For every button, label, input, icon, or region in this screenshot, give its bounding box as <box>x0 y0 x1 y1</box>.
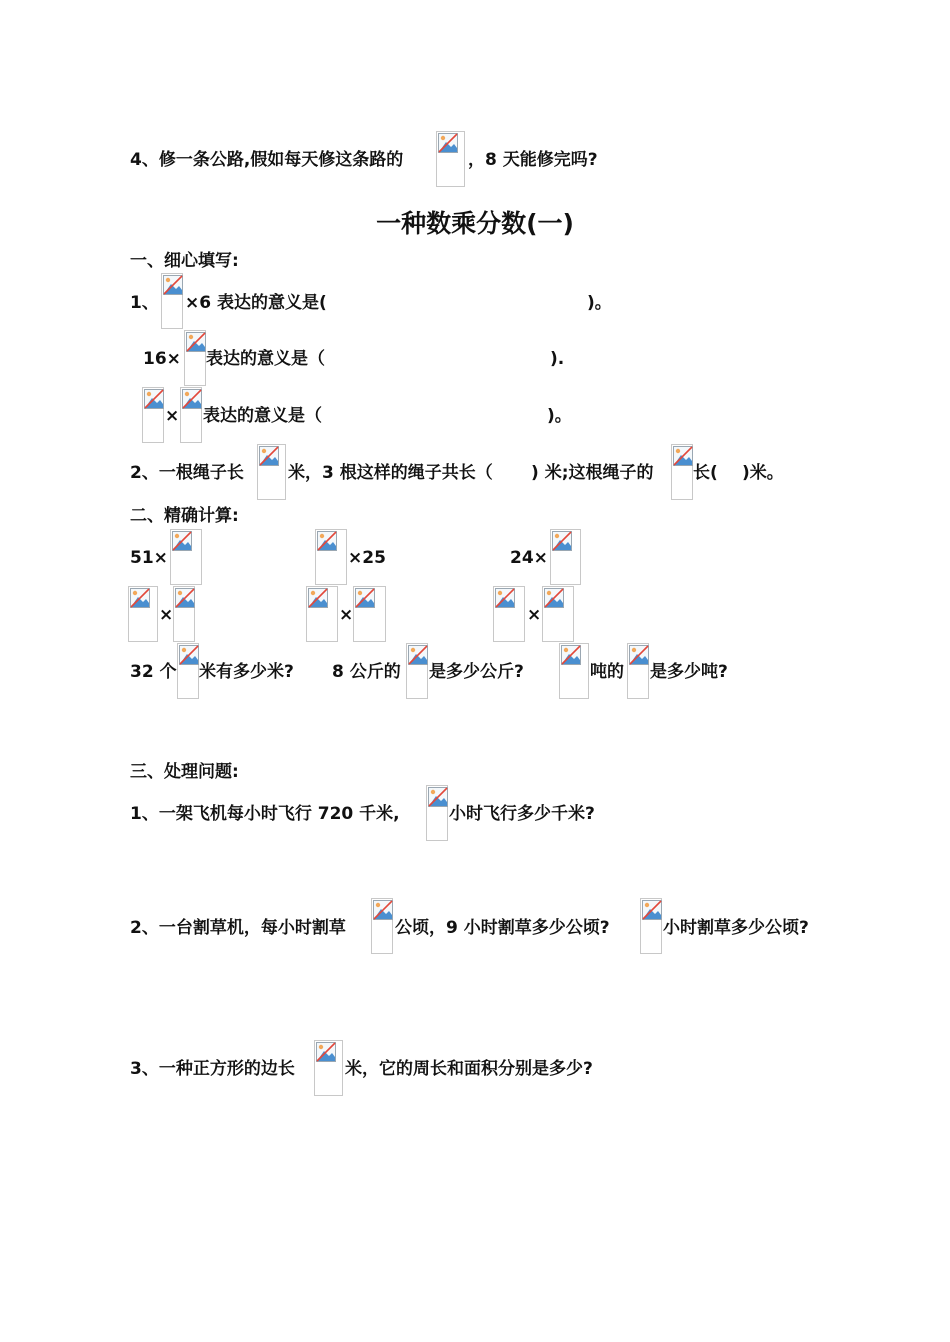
fraction-image-icon <box>559 643 589 699</box>
s2-r1a: 51× <box>130 548 168 568</box>
s3-p1a: 1、一架飞机每小时飞行 720 千米, <box>130 804 400 824</box>
fraction-image-icon <box>426 785 448 841</box>
fraction-image-icon <box>436 131 465 187</box>
s1-l4c: ) 米;这根绳子的 <box>531 463 654 483</box>
s2-w2a: 8 公斤的 <box>332 662 401 682</box>
s1-l2b: 表达的意义是（ <box>206 349 325 369</box>
s3-p3b: 米，它的周长和面积分别是多少? <box>345 1059 593 1079</box>
section3-heading: 三、处理问题: <box>130 762 239 782</box>
times-sign: × <box>159 605 174 625</box>
fraction-image-icon <box>170 529 202 585</box>
times-sign: × <box>527 605 542 625</box>
page-title: 一种数乘分数(一) <box>376 209 574 238</box>
fraction-image-icon <box>161 273 183 329</box>
s1-l3a: × <box>165 406 180 426</box>
s3-p3a: 3、一种正方形的边长 <box>130 1059 295 1079</box>
s1-l4a: 2、一根绳子长 <box>130 463 244 483</box>
s3-p2a: 2、一台割草机，每小时割草 <box>130 918 346 938</box>
fraction-image-icon <box>314 1040 343 1096</box>
fraction-image-icon <box>180 387 202 443</box>
s1-l3c: )。 <box>547 406 572 426</box>
fraction-image-icon <box>627 643 649 699</box>
s1-l2a: 16× <box>143 349 181 369</box>
fraction-image-icon <box>371 898 393 954</box>
fraction-image-icon <box>315 529 347 585</box>
s3-p2c: 小时割草多少公顷? <box>663 918 809 938</box>
s1-l3b: 表达的意义是（ <box>203 406 322 426</box>
fraction-image-icon <box>406 643 428 699</box>
fraction-image-icon <box>353 586 386 642</box>
fraction-image-icon <box>173 586 195 642</box>
s2-w1b: 米有多少米? <box>199 662 294 682</box>
fraction-image-icon <box>550 529 581 585</box>
s2-w3a: 吨的 <box>590 662 624 682</box>
s1-l2c: ). <box>550 349 565 369</box>
times-sign: × <box>339 605 354 625</box>
s2-w1a: 32 个 <box>130 662 177 682</box>
q4-text-1: 4、修一条公路,假如每天修这条路的 <box>130 150 404 170</box>
fraction-image-icon <box>257 444 286 500</box>
s1-l4d: 长( <box>693 463 718 483</box>
s2-r1c: 24× <box>510 548 548 568</box>
section1-heading: 一、细心填写: <box>130 251 239 271</box>
s1-l1b: ×6 表达的意义是( <box>185 293 327 313</box>
fraction-image-icon <box>542 586 574 642</box>
s1-l1c: )。 <box>587 293 612 313</box>
fraction-image-icon <box>177 643 199 699</box>
s1-l4b: 米，3 根这样的绳子共长（ <box>288 463 493 483</box>
fraction-image-icon <box>184 330 206 386</box>
s3-p1b: 小时飞行多少千米? <box>449 804 595 824</box>
fraction-image-icon <box>640 898 662 954</box>
s2-r1b: ×25 <box>348 548 386 568</box>
fraction-image-icon <box>671 444 693 500</box>
section2-heading: 二、精确计算: <box>130 506 239 526</box>
s1-l4e: )米。 <box>742 463 784 483</box>
fraction-image-icon <box>128 586 158 642</box>
q4-text-2: ，8 天能修完吗? <box>468 150 598 170</box>
s2-w2b: 是多少公斤? <box>429 662 524 682</box>
fraction-image-icon <box>306 586 338 642</box>
s1-l1a: 1、 <box>130 293 159 313</box>
s3-p2b: 公顷，9 小时割草多少公顷? <box>395 918 610 938</box>
fraction-image-icon <box>493 586 525 642</box>
fraction-image-icon <box>142 387 164 443</box>
s2-w3b: 是多少吨? <box>650 662 728 682</box>
